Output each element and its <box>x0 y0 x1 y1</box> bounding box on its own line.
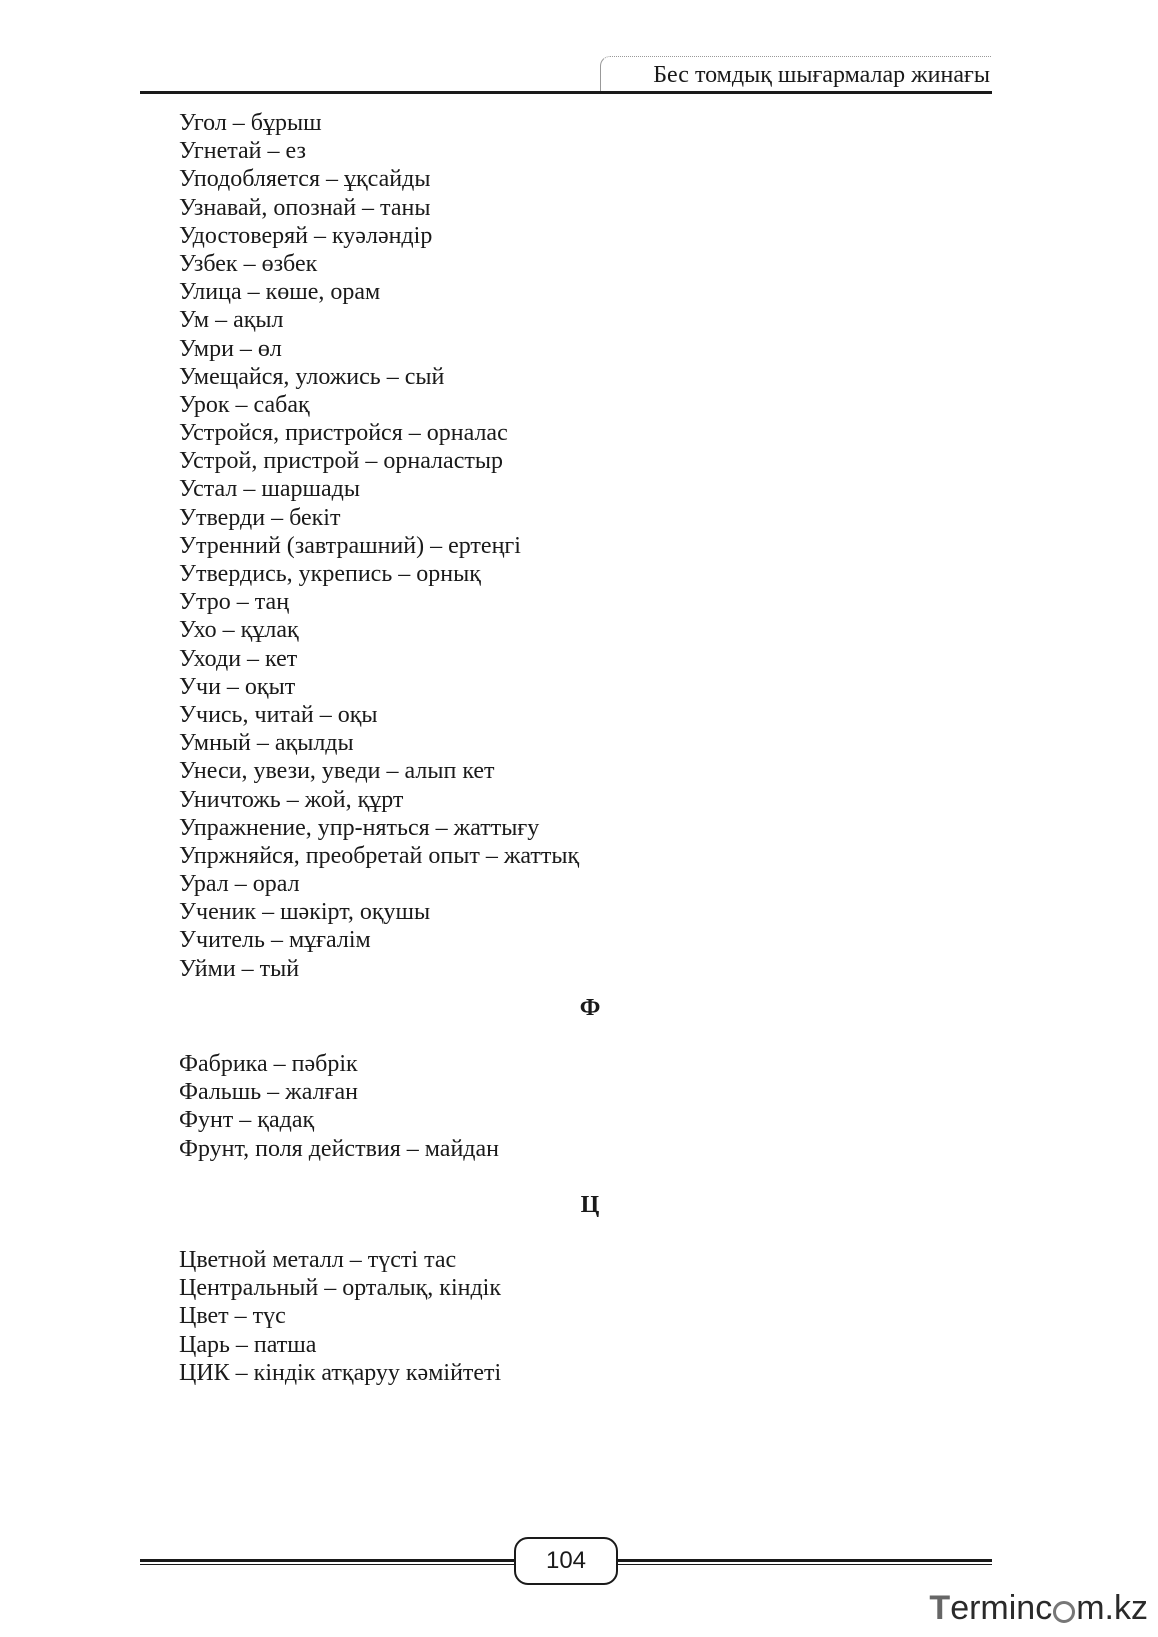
dictionary-entry: Устал – шаршады <box>179 476 360 503</box>
dictionary-entry: Узнавай, опознай – таны <box>179 194 431 221</box>
dictionary-entry: Урал – орал <box>179 871 300 898</box>
dictionary-entry: Удостоверяй – куәләндір <box>179 222 433 249</box>
dictionary-entry: Учи – оқыт <box>179 673 296 700</box>
dictionary-entry: Уйми – тый <box>179 955 300 982</box>
dictionary-entry: Ухо – құлақ <box>179 617 299 644</box>
dictionary-entry: Умный – ақылды <box>179 730 354 757</box>
section-c-entries <box>179 1246 879 1387</box>
dictionary-entry: Учитель – мұғалім <box>179 927 371 954</box>
dictionary-entry: Умещайся, уложись – сый <box>179 363 445 390</box>
footer-rule-right <box>616 1559 992 1565</box>
running-header-title: Бес томдық шығармалар жинағы <box>653 62 990 88</box>
header-rule <box>140 91 992 94</box>
dictionary-entry: Умри – өл <box>179 335 282 362</box>
section-heading-f: Ф <box>579 995 601 1021</box>
dictionary-entry: Улица – көше, орам <box>179 279 381 306</box>
watermark-logo: Terminc m.kz <box>929 1589 1148 1627</box>
section-u-entries <box>179 109 879 983</box>
dictionary-entry: Упржняйся, преобретай опыт – жаттық <box>179 842 580 869</box>
dictionary-entry: Ученик – шәкірт, оқушы <box>179 899 431 926</box>
dictionary-entry: Упражнение, упр-няться – жаттығу <box>179 814 540 841</box>
dictionary-entry: Урок – сабақ <box>179 391 310 418</box>
dictionary-entry: Устрой, пристрой – орналастыр <box>179 448 503 475</box>
dictionary-entry: Узбек – өзбек <box>179 250 318 277</box>
dictionary-entry: Цвет – түс <box>179 1303 286 1330</box>
section-f-entries <box>179 1050 879 1163</box>
dictionary-entry: Фрунт, поля действия – майдан <box>179 1135 500 1162</box>
dictionary-entry: ЦИК – кіндік атқаруу кәмійтеті <box>179 1359 502 1386</box>
dictionary-entry: Уходи – кет <box>179 645 298 672</box>
magnifier-icon <box>1053 1601 1075 1623</box>
dictionary-entry: Учись, читай – оқы <box>179 701 378 728</box>
dictionary-entry: Центральный – орталық, кіндік <box>179 1275 502 1302</box>
section-heading-c: Ц <box>580 1192 600 1218</box>
dictionary-entry: Утвердись, укрепись – орнық <box>179 561 481 587</box>
dictionary-entry: Цветной металл – түсті тас <box>179 1247 457 1273</box>
dictionary-entry: Уничтожь – жой, құрт <box>179 786 404 813</box>
dictionary-entry: Утро – таң <box>179 589 290 616</box>
dictionary-entry: Фабрика – пәбрік <box>179 1051 358 1077</box>
dictionary-entry: Угнетай – ез <box>179 138 306 165</box>
dictionary-entry: Угол – бұрыш <box>179 110 322 136</box>
dictionary-entry: Ум – ақыл <box>179 307 284 334</box>
dictionary-entry: Утренний (завтрашний) – ертеңгі <box>179 532 521 559</box>
dictionary-entry: Фальшь – жалған <box>179 1079 358 1106</box>
dictionary-entry: Утверди – бекіт <box>179 504 341 531</box>
dictionary-entry: Царь – патша <box>179 1331 317 1358</box>
page-number: 104 <box>514 1537 618 1585</box>
dictionary-entry: Устройся, пристройся – орналас <box>179 420 508 447</box>
dictionary-entry: Фунт – қадақ <box>179 1107 315 1134</box>
dictionary-entry: Унеси, увези, уведи – алып кет <box>179 758 495 785</box>
footer-rule-left <box>140 1559 516 1565</box>
dictionary-entry: Уподобляется – ұқсайды <box>179 166 431 193</box>
